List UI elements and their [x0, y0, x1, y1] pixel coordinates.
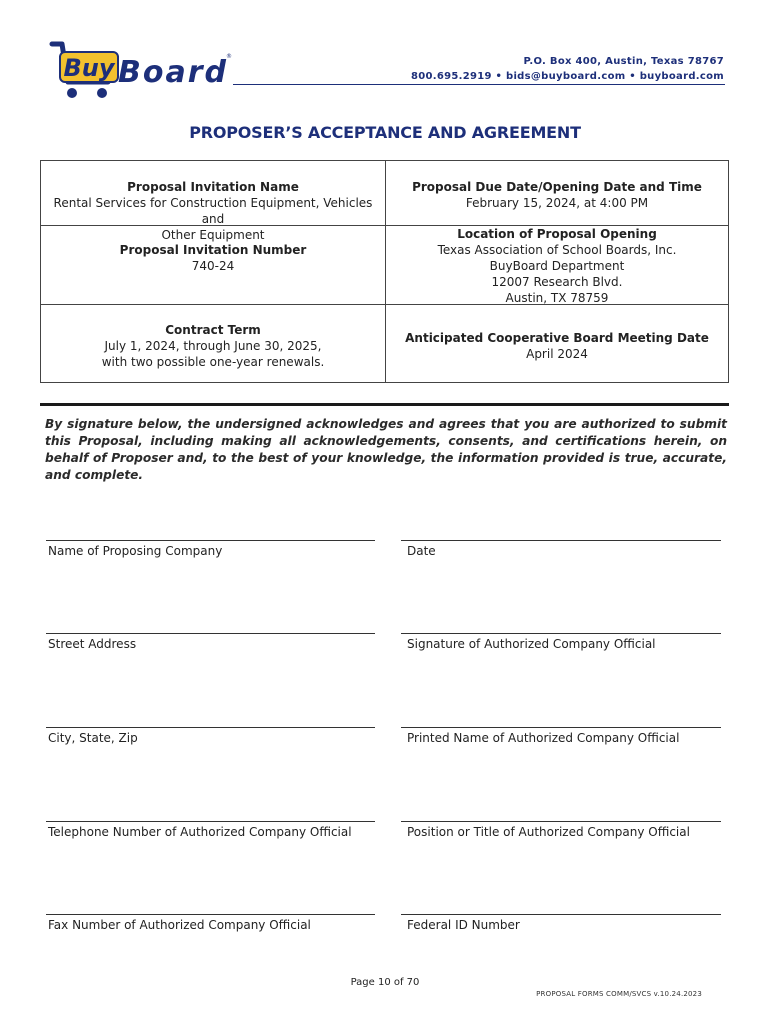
street-address-label: Street Address [48, 637, 137, 651]
board-meeting-label: Anticipated Cooperative Board Meeting Date [405, 331, 709, 345]
page-number: Page 10 of 70 [350, 977, 420, 988]
due-date-label: Proposal Due Date/Opening Date and Time [412, 180, 702, 194]
city-state-zip-label: City, State, Zip [48, 731, 138, 745]
board-meeting-value: April 2024 [526, 347, 588, 361]
invitation-name-label: Proposal Invitation Name [127, 180, 299, 194]
federal-id-line[interactable] [401, 914, 721, 915]
section-divider [40, 403, 729, 406]
federal-id-label: Federal ID Number [407, 918, 520, 932]
fax-line[interactable] [46, 914, 375, 915]
street-address-line[interactable] [46, 633, 375, 634]
svg-text:Board: Board [118, 55, 226, 90]
acknowledgement-statement: By signature below, the undersigned acknowledges and agrees that you are authorized to submit this Proposal, including making all acknowledgements, consents, and certifications herein, on behalf of Proposer and, to the best of your knowledge, the information provided is true, accurate, and complete. [45, 417, 727, 482]
invitation-name-line1: Rental Services for Construction Equipment, Vehicles and [53, 196, 373, 226]
svg-text:Buy: Buy [63, 54, 115, 82]
invitation-name-cell [41, 179, 385, 243]
invitation-number-value: 740-24 [191, 259, 235, 273]
buyboard-logo [48, 40, 233, 102]
location-line2: BuyBoard Department [489, 259, 625, 273]
signature-label: Signature of Authorized Company Official [407, 637, 656, 651]
city-state-zip-line[interactable] [46, 727, 375, 728]
signature-line[interactable] [401, 633, 721, 634]
location-label: Location of Proposal Opening [457, 227, 657, 241]
date-label: Date [407, 544, 436, 558]
due-date-cell [385, 179, 729, 211]
contract-term-label: Contract Term [165, 323, 261, 337]
date-line[interactable] [401, 540, 721, 541]
printed-name-label: Printed Name of Authorized Company Official [407, 731, 680, 745]
position-title-line[interactable] [401, 821, 721, 822]
board-meeting-cell [385, 330, 729, 362]
company-name-label: Name of Proposing Company [48, 544, 223, 558]
fax-label: Fax Number of Authorized Company Official [48, 918, 311, 932]
page-title: PROPOSER’S ACCEPTANCE AND AGREEMENT [189, 123, 581, 142]
svg-text:®: ® [226, 53, 232, 60]
position-title-label: Position or Title of Authorized Company Official [407, 825, 690, 839]
form-version: PROPOSAL FORMS COMM/SVCS v.10.24.2023 [536, 990, 702, 998]
header-divider [233, 84, 725, 85]
printed-name-line[interactable] [401, 727, 721, 728]
company-name-line[interactable] [46, 540, 375, 541]
contract-term-cell [41, 322, 385, 370]
invitation-number-label: Proposal Invitation Number [119, 243, 307, 257]
invitation-number-cell [41, 242, 385, 274]
telephone-line[interactable] [46, 821, 375, 822]
location-line4: Austin, TX 78759 [505, 291, 609, 305]
header-address: P.O. Box 400, Austin, Texas 78767 [523, 56, 724, 67]
invitation-name-line2: Other Equipment [161, 228, 265, 242]
location-line3: 12007 Research Blvd. [491, 275, 623, 289]
proposal-info-table [40, 160, 729, 383]
location-line1: Texas Association of School Boards, Inc. [437, 243, 677, 257]
header-phone-email-web: 800.695.2919 • bids@buyboard.com • buyboard.com [410, 71, 724, 82]
contract-term-line1: July 1, 2024, through June 30, 2025, [104, 339, 322, 353]
header-contact [411, 54, 724, 84]
due-date-value: February 15, 2024, at 4:00 PM [465, 196, 649, 210]
location-cell [385, 226, 729, 306]
contract-term-line2: with two possible one-year renewals. [101, 355, 325, 369]
telephone-label: Telephone Number of Authorized Company Official [48, 825, 352, 839]
